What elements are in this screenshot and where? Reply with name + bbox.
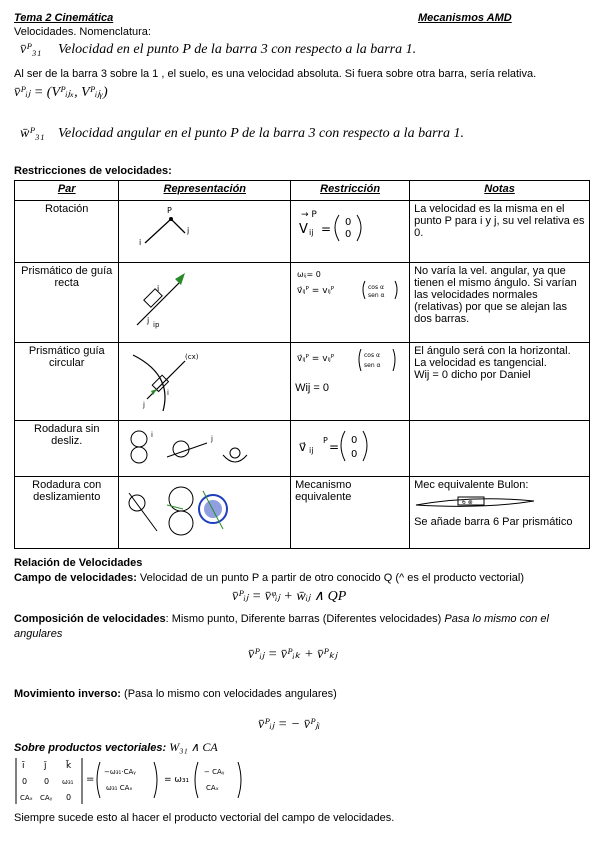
cell-representation	[119, 263, 291, 343]
col-restriccion: Restricción	[291, 181, 410, 201]
intro-line1: Velocidades. Nomenclatura:	[14, 26, 151, 38]
cell-restriction	[291, 201, 410, 263]
svg-text:0: 0	[22, 777, 28, 786]
svg-text:ij: ij	[309, 228, 314, 237]
svg-text:i: i	[151, 431, 154, 439]
cell-notes	[410, 477, 590, 549]
table-row	[15, 201, 590, 263]
svg-text:6 ⊗: 6 ⊗	[462, 499, 473, 506]
svg-text:v⃗ᵢⱼᴾ = vᵢⱼᴾ: v⃗ᵢⱼᴾ = vᵢⱼᴾ	[297, 354, 335, 364]
intro-line3: Al ser de la barra 3 sobre la 1 , el suelo, es una velocidad absoluta. Si fuera sobre otra barra, sería relativa.	[14, 68, 537, 80]
cell-representation	[119, 201, 291, 263]
restrictions-title: Restricciones de velocidades:	[14, 165, 172, 177]
inv-text: (Pasa lo mismo con velocidades angulares)	[120, 688, 337, 700]
svg-text:j̄: j̄	[44, 761, 47, 771]
col-par: Par	[15, 181, 119, 201]
relacion-title: Relación de Velocidades	[14, 557, 143, 569]
svg-text:ω₃₁ CAₓ: ω₃₁ CAₓ	[106, 784, 133, 792]
def2-text: Velocidad angular en el punto P de la barra 3 con respecto a la barra 1.	[58, 126, 464, 141]
cell-representation	[119, 343, 291, 421]
svg-text:v⃗ᵢⱼᴾ = vᵢⱼᴾ: v⃗ᵢⱼᴾ = vᵢⱼᴾ	[297, 286, 335, 296]
svg-text:j: j	[211, 435, 214, 443]
table-row	[15, 421, 590, 477]
cell-restriction	[291, 343, 410, 421]
campo-formula: v̄ᴾᵢⱼ = v̄ᵠᵢⱼ + w̄ᵢⱼ ∧ QP	[232, 589, 347, 604]
prismatic-circular-sketch	[123, 345, 283, 415]
inv-formula: v̄ᴾᵢⱼ = − v̄ᴾⱼᵢ	[258, 717, 321, 732]
svg-text:0: 0	[44, 777, 50, 786]
header-left: Tema 2 Cinemática	[14, 12, 114, 24]
svg-text:ω₃₁: ω₃₁	[62, 778, 74, 786]
cell-par: Prismático de guía recta	[15, 263, 119, 343]
def1-symbol: v̄ᴾ₃₁	[20, 42, 42, 57]
svg-text:k̄: k̄	[66, 761, 72, 771]
svg-text:cos α: cos α	[364, 352, 381, 359]
svg-text:− CAᵧ: − CAᵧ	[204, 768, 225, 776]
def1-text: Velocidad en el punto P de la barra 3 con respecto a la barra 1.	[58, 42, 417, 57]
restrictions-table	[14, 180, 590, 549]
svg-text:0: 0	[345, 217, 352, 228]
cell-representation	[119, 477, 291, 549]
svg-text:j: j	[187, 226, 190, 235]
footer-text: Siempre sucede esto al hacer el producto vectorial del campo de velocidades.	[14, 812, 395, 824]
determinant-sketch	[14, 754, 254, 810]
svg-text:0: 0	[351, 449, 358, 460]
inv-label: Movimiento inverso:	[14, 688, 121, 700]
svg-text:= ω₃₁: = ω₃₁	[164, 775, 190, 785]
notes-line2: Se añade barra 6 Par prismático	[414, 516, 573, 528]
svg-text:P: P	[167, 206, 173, 215]
cell-restriction: Mecanismo equivalente	[291, 477, 410, 549]
svg-text:CAₓ: CAₓ	[206, 784, 219, 792]
svg-text:0: 0	[351, 435, 358, 446]
prismatic-circular-restriction	[295, 345, 405, 379]
svg-text:ī: ī	[22, 761, 25, 771]
cell-notes: No varía la vel. angular, ya que tienen el mismo ángulo. Si varían las velocidades normales (relativas) por que se alejan las dos barras.	[410, 263, 590, 343]
svg-text:ij: ij	[309, 446, 314, 455]
svg-text:ωᵢⱼ= 0: ωᵢⱼ= 0	[297, 270, 321, 279]
cell-restriction	[291, 263, 410, 343]
svg-text:=: =	[329, 440, 340, 454]
table-header-row	[15, 181, 590, 201]
def2-symbol: w̄ᴾ₃₁	[20, 126, 45, 141]
svg-text:cos α: cos α	[368, 284, 385, 291]
svg-text:sen α: sen α	[368, 292, 385, 299]
comp-formula: v̄ᴾᵢⱼ = v̄ᴾᵢₖ + v̄ᴾₖⱼ	[248, 647, 338, 662]
cell-par: Rodadura con deslizamiento	[15, 477, 119, 549]
bulon-sketch	[414, 491, 584, 513]
svg-text:sen α: sen α	[364, 362, 381, 369]
comp-italic: Pasa lo mismo con el angulares	[14, 613, 549, 640]
svg-text:CAᵧ: CAᵧ	[40, 794, 53, 802]
prod-label: Sobre productos vectoriales:	[14, 742, 167, 754]
svg-text:j: j	[143, 401, 146, 409]
rotation-restriction-sketch	[295, 203, 395, 253]
cell-representation	[119, 421, 291, 477]
rolling-restriction	[295, 423, 395, 467]
rolling-slip-sketch	[123, 479, 283, 543]
svg-text:i: i	[167, 389, 170, 397]
notes-line1: Mec equivalente Bulon:	[414, 479, 529, 491]
svg-text:0: 0	[345, 229, 352, 240]
components-formula: v̄ᴾᵢⱼ = (Vᴾᵢⱼₓ, Vᴾᵢⱼᵧ)	[14, 85, 108, 100]
rotation-sketch	[123, 203, 283, 253]
svg-text:−ω₃₁·CAᵧ: −ω₃₁·CAᵧ	[104, 768, 136, 776]
cell-par: Rodadura sin desliz.	[15, 421, 119, 477]
col-representacion: Representación	[119, 181, 291, 201]
cell-restriction	[291, 421, 410, 477]
comp-line	[14, 612, 584, 642]
svg-text:j: j	[147, 316, 150, 325]
prismatic-straight-sketch	[123, 265, 283, 335]
table-row	[15, 477, 590, 549]
table-row	[15, 343, 590, 421]
svg-text:=: =	[321, 222, 332, 236]
svg-text:→ P: → P	[301, 210, 317, 220]
prod-formula: W₃₁ ∧ CA	[169, 740, 218, 754]
svg-text:CAₓ: CAₓ	[20, 794, 33, 802]
svg-text:0: 0	[66, 793, 72, 802]
comp-text: : Mismo punto, Diferente barras (Diferentes velocidades)	[165, 613, 445, 625]
prismatic-straight-restriction	[295, 265, 405, 325]
svg-text:v⃗: v⃗	[299, 440, 307, 454]
comp-label: Composición de velocidades	[14, 613, 166, 625]
cell-par: Rotación	[15, 201, 119, 263]
inv-line	[14, 688, 337, 700]
prod-line	[14, 740, 218, 755]
campo-label: Campo de velocidades:	[14, 572, 137, 584]
svg-text:P: P	[323, 436, 328, 445]
cell-par: Prismático guía circular	[15, 343, 119, 421]
cell-notes	[410, 421, 590, 477]
svg-text:V: V	[299, 222, 308, 237]
cell-notes: La velocidad es la misma en el punto P para i y j, su vel relativa es 0.	[410, 201, 590, 263]
table-row	[15, 263, 590, 343]
header-right: Mecanismos AMD	[418, 12, 512, 24]
col-notas: Notas	[410, 181, 590, 201]
svg-text:ip: ip	[153, 321, 160, 329]
svg-text:=: =	[86, 774, 95, 785]
svg-text:i: i	[139, 238, 142, 247]
restriction-text: Wij = 0	[295, 382, 330, 394]
svg-text:(cx): (cx)	[185, 353, 199, 361]
svg-text:i: i	[157, 284, 160, 293]
rolling-sketch	[123, 423, 283, 471]
campo-text: Velocidad de un punto P a partir de otro conocido Q (^ es el producto vectorial)	[136, 572, 525, 584]
cell-notes: El ángulo será con la horizontal. La velocidad es tangencial. Wij = 0 dicho por Daniel	[410, 343, 590, 421]
campo-line	[14, 572, 524, 584]
